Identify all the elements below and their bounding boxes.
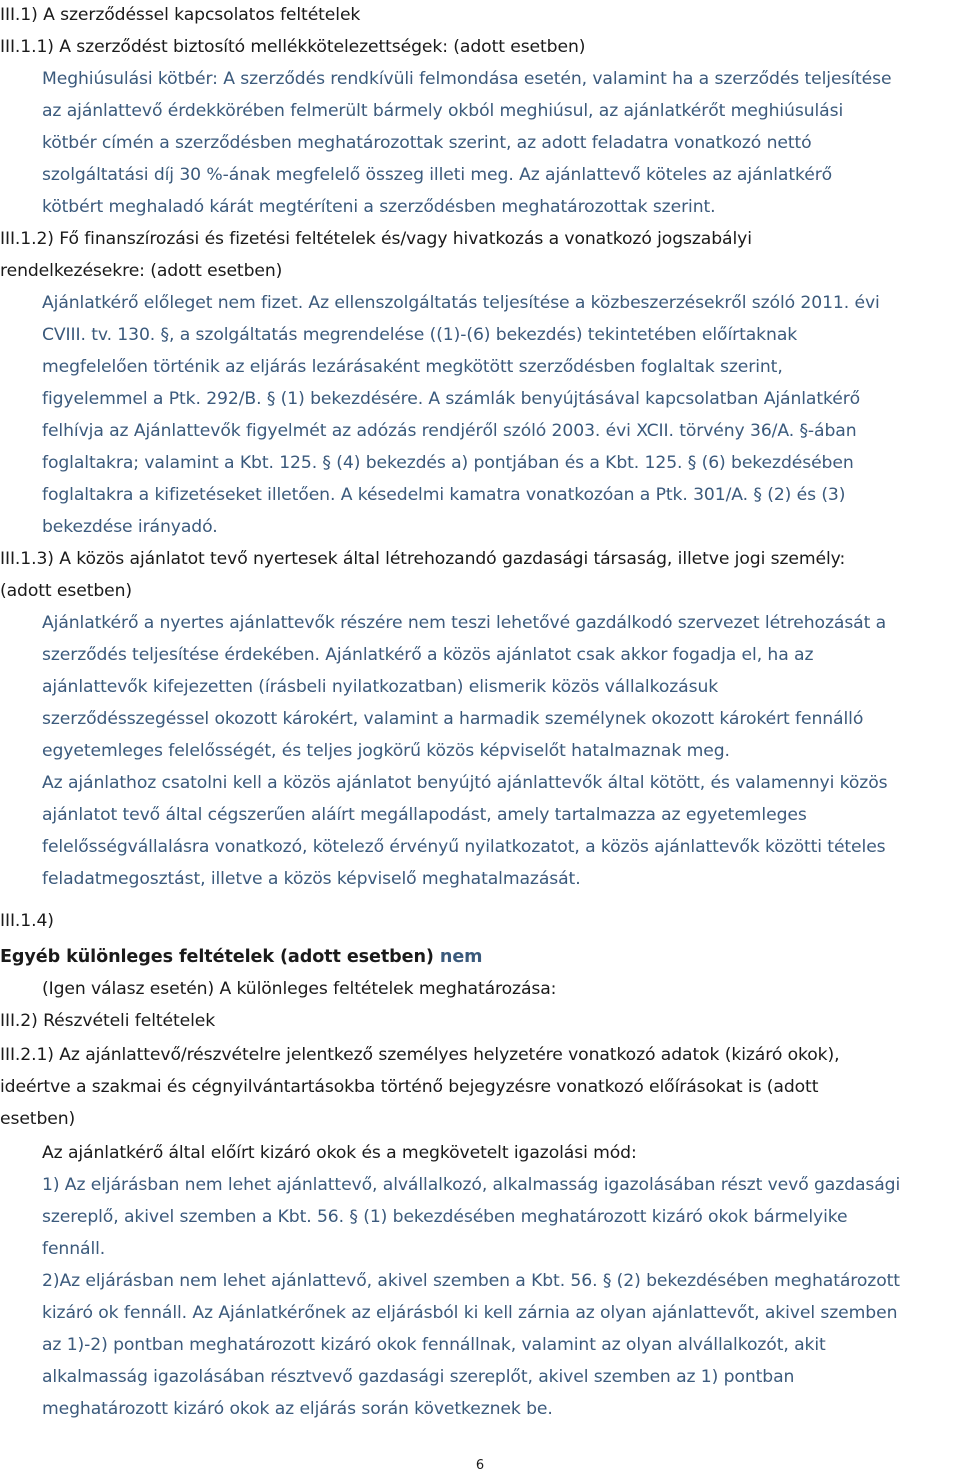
text-line <box>0 945 482 969</box>
text-line <box>42 1237 105 1261</box>
text-run: felhívja az Ajánlattevők figyelmét az adózás rendjéről szóló 2003. évi XCII. törvény 36/A. §-ában <box>42 421 857 441</box>
text-line <box>42 1333 826 1357</box>
text-run: 2)Az eljárásban nem lehet ajánlattevő, akivel szemben a Kbt. 56. § (2) bekezdésében meghatározott <box>42 1271 900 1291</box>
text-line <box>42 1141 637 1165</box>
text-line <box>0 227 752 251</box>
text-run: foglaltakra; valamint a Kbt. 125. § (4) bekezdés a) pontjában és a Kbt. 125. § (6) bekezdésében <box>42 453 854 473</box>
text-line <box>42 739 730 763</box>
text-line <box>42 291 880 315</box>
text-run: rendelkezésekre: (adott esetben) <box>0 261 283 281</box>
text-line <box>0 579 132 603</box>
text-line <box>42 195 716 219</box>
text-run: Az ajánlatkérő által előírt kizáró okok és a megkövetelt igazolási mód: <box>42 1143 637 1163</box>
text-line <box>42 835 886 859</box>
text-line <box>42 803 807 827</box>
text-run: kötbért meghaladó kárát megtéríteni a szerződésben meghatározottak szerint. <box>42 197 716 217</box>
text-line <box>42 611 886 635</box>
text-run: 1) Az eljárásban nem lehet ajánlattevő, alvállalkozó, alkalmasság igazolásában részt vevő gazdasági <box>42 1175 901 1195</box>
text-run: III.1) A szerződéssel kapcsolatos feltételek <box>0 5 361 25</box>
text-run: szolgáltatási díj 30 %-ának megfelelő összeg illeti meg. Az ajánlattevő köteles az ajánlatkérő <box>42 165 833 185</box>
text-run: alkalmasság igazolásában résztvevő gazdasági szereplőt, akivel szemben az 1) pontban <box>42 1367 795 1387</box>
text-line <box>42 1205 848 1229</box>
text-run: az 1)-2) pontban meghatározott kizáró okok fennállnak, valamint az olyan alvállalkozót, akit <box>42 1335 826 1355</box>
text-line <box>42 1365 794 1389</box>
text-run: III.1.4) <box>0 911 54 931</box>
text-line <box>42 867 581 891</box>
text-run: szereplő, akivel szemben a Kbt. 56. § (1) bekezdésében meghatározott kizáró okok bármelyike <box>42 1207 848 1227</box>
text-line <box>42 515 218 539</box>
text-run: III.2) Részvételi feltételek <box>0 1011 216 1031</box>
text-run: szerződésszegéssel okozott károkért, valamint a harmadik személynek okozott károkért fennálló <box>42 709 864 729</box>
text-run: ajánlattevők kifejezetten (írásbeli nyilatkozatban) elismerik közös vállalkozásuk <box>42 677 719 697</box>
text-run: Az ajánlathoz csatolni kell a közös ajánlatot benyújtó ajánlattevők által kötött, és valamennyi közös <box>42 773 888 793</box>
text-line <box>42 675 718 699</box>
text-run: esetben) <box>0 1109 76 1129</box>
text-line <box>0 35 585 59</box>
text-run: figyelemmel a Ptk. 292/B. § (1) bekezdésére. A számlák benyújtásával kapcsolatban Ajánlatkérő <box>42 389 861 409</box>
text-line <box>42 1301 897 1325</box>
page-number: 6 <box>475 1458 485 1473</box>
text-line <box>42 1397 553 1421</box>
text-line <box>42 67 891 91</box>
text-line <box>0 1107 75 1131</box>
text-line <box>0 1075 818 1099</box>
text-run: kötbér címén a szerződésben meghatározottak szerint, az adott feladatra vonatkozó nettó <box>42 133 812 153</box>
text-run: egyetemleges felelősségét, és teljes jogkörű közös képviselőt hatalmaznak meg. <box>42 741 730 761</box>
text-line <box>42 643 813 667</box>
text-run: III.2.1) Az ajánlattevő/részvételre jelentkező személyes helyzetére vonatkozó adatok (kizáró okok), <box>0 1045 840 1065</box>
text-line <box>42 451 854 475</box>
text-line <box>42 323 797 347</box>
text-run: Egyéb különleges feltételek (adott esetben) <box>0 947 440 967</box>
text-run: (adott esetben) <box>0 581 133 601</box>
text-line <box>42 355 783 379</box>
text-run: kizáró ok fennáll. Az Ajánlatkérőnek az eljárásból ki kell zárnia az olyan ajánlattevőt, akivel szemben <box>42 1303 898 1323</box>
text-line <box>42 707 863 731</box>
text-line <box>0 1043 840 1067</box>
text-line <box>42 131 812 155</box>
text-run: feladatmegosztást, illetve a közös képviselő meghatalmazását. <box>42 869 581 889</box>
text-run: meghatározott kizáró okok az eljárás során következnek be. <box>42 1399 553 1419</box>
text-run: felelősségvállalásra vonatkozó, kötelező érvényű nyilatkozatot, a közös ajánlattevők közötti tételes <box>42 837 886 857</box>
text-line <box>42 163 832 187</box>
text-run: ajánlatot tevő által cégszerűen aláírt megállapodást, amely tartalmazza az egyetemleges <box>42 805 807 825</box>
text-line <box>42 99 843 123</box>
text-run: foglaltakra a kifizetéseket illetően. A késedelmi kamatra vonatkozóan a Ptk. 301/A. § (2) és (3) <box>42 485 846 505</box>
text-line <box>42 387 860 411</box>
text-line <box>0 259 282 283</box>
text-line <box>42 419 857 443</box>
text-run: az ajánlattevő érdekkörében felmerült bármely okból meghiúsul, az ajánlatkérőt meghiúsulási <box>42 101 844 121</box>
text-line <box>42 1269 900 1293</box>
text-run: Meghiúsulási kötbér: A szerződés rendkívüli felmondása esetén, valamint ha a szerződés teljesítése <box>42 69 892 89</box>
text-line <box>0 547 845 571</box>
text-run: szerződés teljesítése érdekében. Ajánlatkérő a közös ajánlatot csak akkor fogadja el, ha az <box>42 645 814 665</box>
text-line <box>42 771 887 795</box>
text-line <box>42 483 845 507</box>
text-line <box>0 3 360 27</box>
text-line <box>0 909 54 933</box>
text-line <box>42 1173 900 1197</box>
text-run: ideértve a szakmai és cégnyilvántartásokba történő bejegyzésre vonatkozó előírásokat is (adott <box>0 1077 819 1097</box>
text-run: (Igen válasz esetén) A különleges feltételek meghatározása: <box>42 979 557 999</box>
text-run: III.1.1) A szerződést biztosító mellékkötelezettségek: (adott esetben) <box>0 37 586 57</box>
text-run: Ajánlatkérő a nyertes ajánlattevők részére nem teszi lehetővé gazdálkodó szervezet létrehozását a <box>42 613 887 633</box>
text-run: Ajánlatkérő előleget nem fizet. Az ellenszolgáltatás teljesítése a közbeszerzésekről szóló 2011. évi <box>42 293 880 313</box>
text-run: III.1.2) Fő finanszírozási és fizetési feltételek és/vagy hivatkozás a vonatkozó jogszabályi <box>0 229 752 249</box>
text-line <box>0 1009 215 1033</box>
text-run: megfelelően történik az eljárás lezárásaként megkötött szerződésben foglaltak szerint, <box>42 357 783 377</box>
text-run: fennáll. <box>42 1239 106 1259</box>
text-run: III.1.3) A közös ajánlatot tevő nyertesek által létrehozandó gazdasági társaság, illetve jogi személy: <box>0 549 846 569</box>
text-run: bekezdése irányadó. <box>42 517 218 537</box>
text-run: CVIII. tv. 130. §, a szolgáltatás megrendelése ((1)-(6) bekezdés) tekintetében előírtaknak <box>42 325 798 345</box>
text-run: nem <box>439 947 483 967</box>
text-line <box>42 977 556 1001</box>
